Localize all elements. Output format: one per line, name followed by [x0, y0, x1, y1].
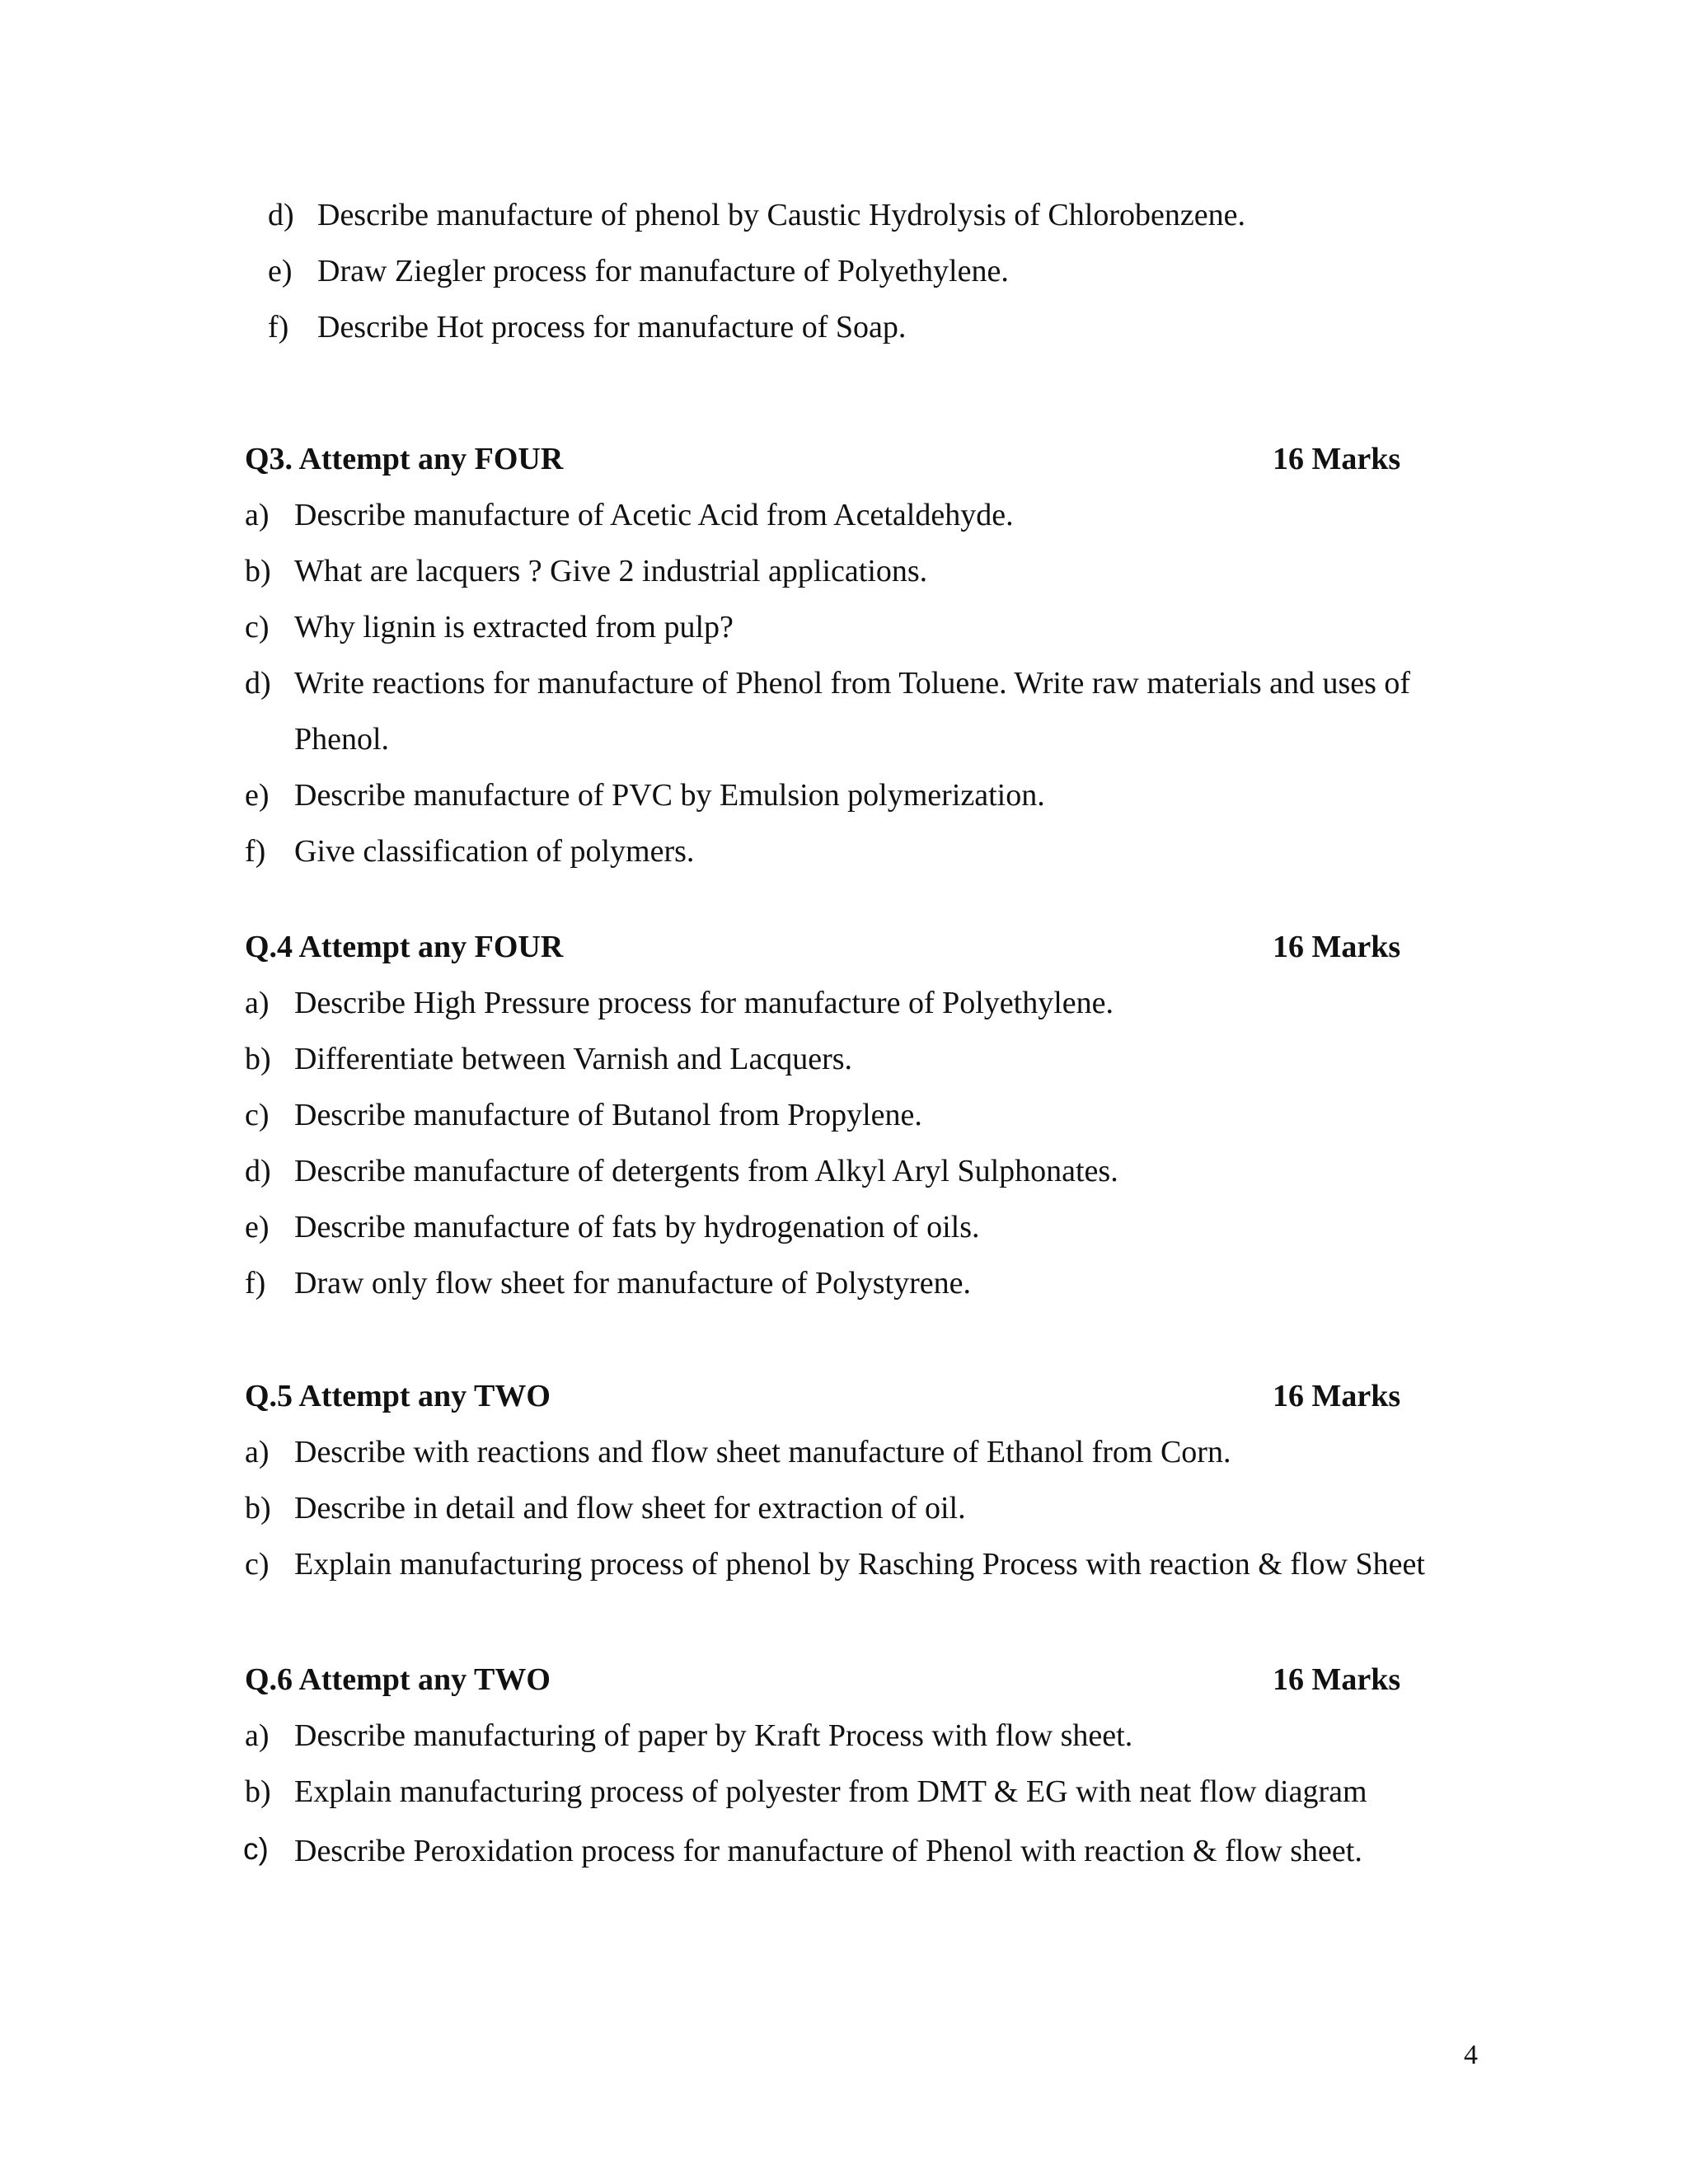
item-label: f)	[245, 834, 266, 869]
question-text: Describe manufacture of phenol by Caustic Hydrolysis of Chlorobenzene.	[317, 198, 1245, 232]
marks-q4: 16 Marks	[1273, 930, 1401, 964]
marks-q5: 16 Marks	[1273, 1379, 1401, 1413]
section-heading-q5: Q.5 Attempt any TWO	[245, 1379, 551, 1413]
question-text: Draw only flow sheet for manufacture of Polystyrene.	[294, 1266, 971, 1301]
question-text-continuation: Phenol.	[294, 722, 390, 757]
item-label: e)	[245, 778, 270, 813]
question-text: Describe High Pressure process for manufacture of Polyethylene.	[294, 986, 1114, 1020]
question-text: Describe Peroxidation process for manufacture of Phenol with reaction & flow sheet.	[294, 1834, 1362, 1868]
section-heading-q4: Q.4 Attempt any FOUR	[245, 930, 564, 964]
question-text: What are lacquers ? Give 2 industrial applications.	[294, 554, 928, 588]
item-label: d)	[245, 1154, 271, 1188]
question-text: Write reactions for manufacture of Phenol from Toluene. Write raw materials and uses of	[294, 666, 1411, 701]
section-heading-q3: Q3. Attempt any FOUR	[245, 442, 564, 476]
item-label: c)	[245, 610, 270, 644]
question-text: Give classification of polymers.	[294, 834, 695, 869]
marks-q3: 16 Marks	[1273, 442, 1401, 476]
question-text: Differentiate between Varnish and Lacquers.	[294, 1042, 853, 1076]
item-label: c)	[243, 1832, 269, 1866]
question-text: Describe manufacture of PVC by Emulsion polymerization.	[294, 778, 1045, 813]
item-label: a)	[245, 1435, 270, 1469]
question-text: Draw Ziegler process for manufacture of Polyethylene.	[317, 254, 1009, 288]
question-text: Why lignin is extracted from pulp?	[294, 610, 734, 644]
item-label: b)	[245, 554, 271, 588]
question-text: Describe manufacture of fats by hydrogenation of oils.	[294, 1210, 980, 1244]
question-text: Explain manufacturing process of phenol by Rasching Process with reaction & flow Sheet	[294, 1547, 1425, 1582]
question-text: Explain manufacturing process of polyester from DMT & EG with neat flow diagram	[294, 1774, 1367, 1809]
question-text: Describe manufacture of detergents from Alkyl Aryl Sulphonates.	[294, 1154, 1118, 1188]
item-label: a)	[245, 986, 270, 1020]
item-label: f)	[268, 310, 289, 344]
item-label: e)	[245, 1210, 270, 1244]
question-text: Describe manufacturing of paper by Kraft Process with flow sheet.	[294, 1718, 1133, 1753]
page-number: 4	[1464, 2040, 1478, 2070]
item-label: c)	[245, 1098, 270, 1132]
item-label: d)	[245, 666, 271, 701]
question-text: Describe with reactions and flow sheet manufacture of Ethanol from Corn.	[294, 1435, 1231, 1469]
question-text: Describe manufacture of Butanol from Propylene.	[294, 1098, 922, 1132]
item-label: b)	[245, 1491, 271, 1526]
item-label: d)	[268, 198, 294, 232]
item-label: a)	[245, 1718, 270, 1753]
item-label: e)	[268, 254, 293, 288]
item-label: f)	[245, 1266, 266, 1301]
section-heading-q6: Q.6 Attempt any TWO	[245, 1662, 551, 1697]
question-text: Describe Hot process for manufacture of Soap.	[317, 310, 907, 344]
item-label: b)	[245, 1042, 271, 1076]
item-label: a)	[245, 498, 270, 532]
item-label: c)	[245, 1547, 270, 1582]
question-text: Describe manufacture of Acetic Acid from Acetaldehyde.	[294, 498, 1014, 532]
item-label: b)	[245, 1774, 271, 1809]
marks-q6: 16 Marks	[1273, 1662, 1401, 1697]
question-text: Describe in detail and flow sheet for extraction of oil.	[294, 1491, 966, 1526]
